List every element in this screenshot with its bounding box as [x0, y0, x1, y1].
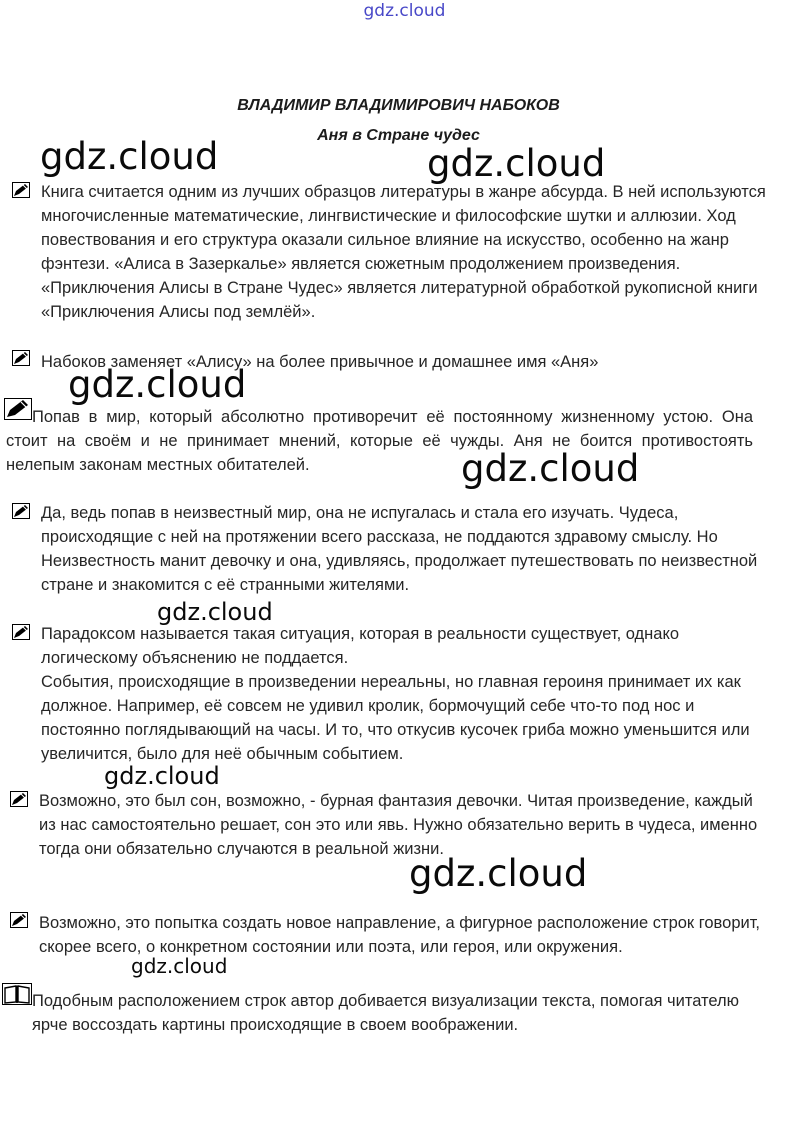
watermark-8: gdz.cloud	[131, 954, 228, 978]
watermark-3: gdz.cloud	[68, 363, 247, 406]
answer-5-text: Парадоксом называется такая ситуация, которая в реальности существует, однако логическому объяснению не поддается. События, происходящие в произведении нереальны, но главная героиня принимает их как должное. Например, её совсем не удивил кролик, бормочущий себе что-то под нос и постоянно поглядывающий на часы. И то, что откусив кусочек гриба можно уменьшится или увеличится, было для неё обычным событием.	[41, 625, 750, 763]
author-heading: ВЛАДИМИР ВЛАДИМИРОВИЧ НАБОКОВ	[237, 97, 560, 114]
watermark-5: gdz.cloud	[157, 598, 273, 626]
pencil-icon	[10, 791, 28, 807]
watermark-4: gdz.cloud	[461, 447, 640, 490]
answer-7-text: Возможно, это попытка создать новое направление, а фигурное расположение строк говорит, скорее всего, о конкретном состоянии или поэта, или героя, или окружения.	[39, 914, 761, 956]
watermark-6: gdz.cloud	[104, 762, 220, 790]
watermark-7: gdz.cloud	[409, 852, 588, 895]
top-watermark: gdz.cloud	[363, 1, 446, 21]
watermark-1: gdz.cloud	[40, 135, 219, 178]
book-icon	[2, 983, 32, 1005]
answer-3-text: Попав в мир, который абсолютно противоречит её постоянному жизненному устою. Она стоит на своём и не принимает мнений, которые её чужды. Аня не боится противостоять нелепым законам местных обитателей.	[6, 408, 753, 474]
pencil-icon	[12, 624, 30, 640]
answer-8-text: Подобным расположением строк автор добивается визуализации текста, помогая читателю ярче воссоздать картины происходящие в своем воображении.	[32, 992, 740, 1034]
answer-2-text: Набоков заменяет «Алису» на более привычное и домашнее имя «Аня»	[41, 353, 599, 371]
pencil-icon	[12, 503, 30, 519]
pencil-icon	[12, 350, 30, 366]
answer-4-text: Да, ведь попав в неизвестный мир, она не испугалась и стала его изучать. Чудеса, происходящие с ней на протяжении всего рассказа, не поддаются здравому смыслу. Но Неизвестность манит девочку и она, удивляясь, продолжает путешествовать по неизвестной стране и знакомится с её странными жителями.	[41, 504, 758, 594]
answer-1-text: Книга считается одним из лучших образцов литературы в жанре абсурда. В ней используются многочисленные математические, лингвистические и философские шутки и аллюзии. Ход повествования и его структура оказали сильное влияние на искусство, особенно на жанр фэнтези. «Алиса в Зазеркалье» является сюжетным продолжением произведения. «Приключения Алисы в Стране Чудес» является литературной обработкой рукописной книги «Приключения Алисы под землёй».	[41, 183, 766, 321]
watermark-2: gdz.cloud	[427, 142, 606, 185]
work-title: Аня в Стране чудес	[317, 127, 480, 144]
pencil-icon	[10, 912, 28, 928]
answer-6-text: Возможно, это был сон, возможно, - бурная фантазия девочки. Читая произведение, каждый из нас самостоятельно решает, сон это или явь. Нужно обязательно верить в чудеса, именно тогда они обязательно случаются в реальной жизни.	[39, 792, 758, 858]
pencil-icon	[12, 182, 30, 198]
